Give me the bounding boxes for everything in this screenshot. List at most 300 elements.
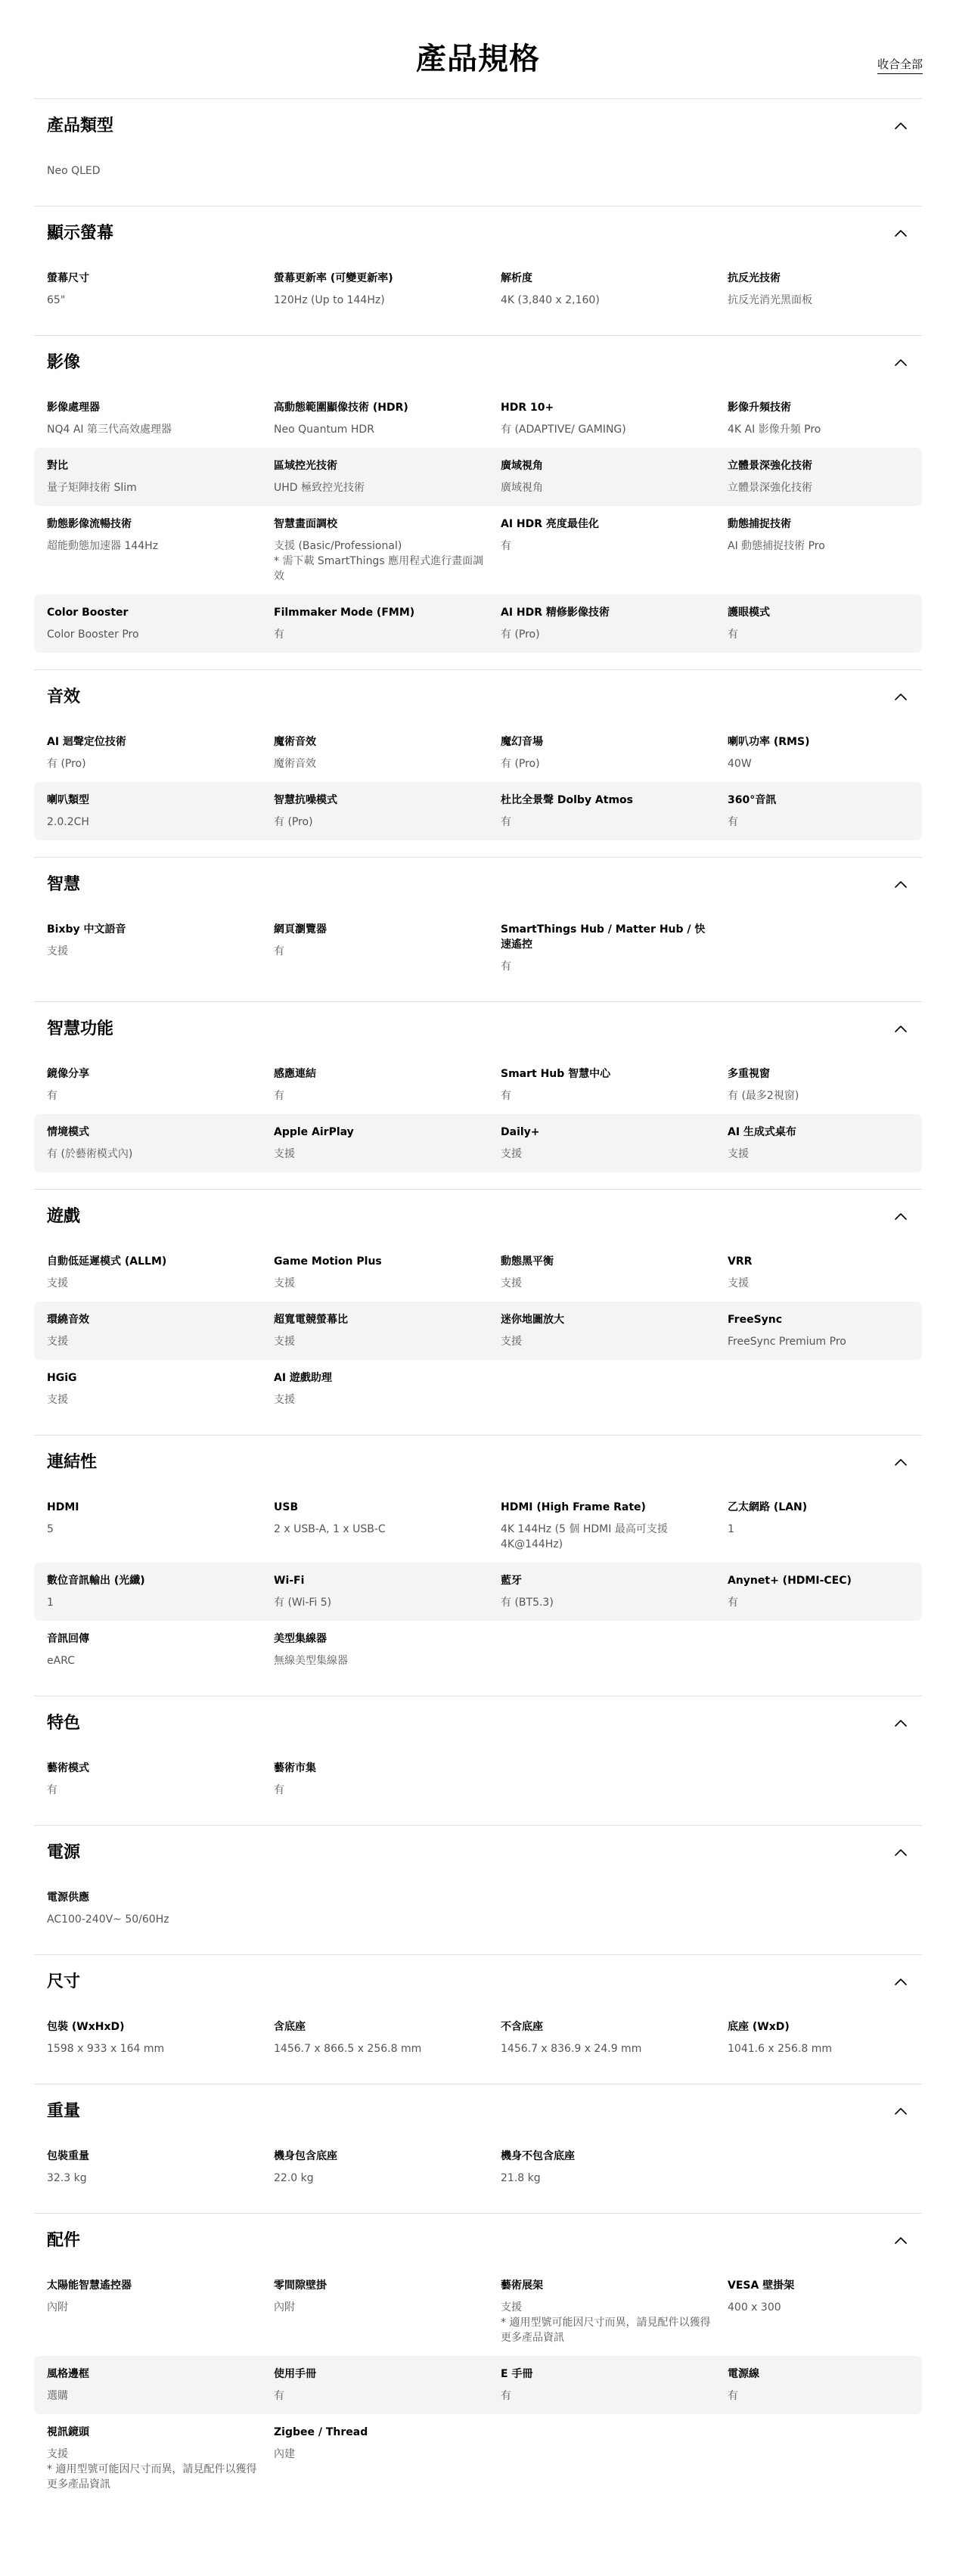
spec-section xyxy=(34,98,922,206)
spec-value: 2 x USB-A, 1 x USB-C xyxy=(274,1523,386,1535)
spec-row xyxy=(34,260,922,318)
spec-item xyxy=(47,271,274,308)
spec-label: Wi-Fi xyxy=(274,1575,305,1587)
spec-row xyxy=(34,448,922,506)
spec-value: 40W xyxy=(728,758,752,770)
spec-value: 120Hz (Up to 144Hz) xyxy=(274,294,385,306)
spec-label: 動態黑平衡 xyxy=(501,1255,554,1268)
spec-value: 超能動態加速器 144Hz xyxy=(47,540,159,552)
spec-value: 支援 xyxy=(501,1148,522,1160)
spec-item xyxy=(728,734,924,771)
spec-item xyxy=(501,605,728,642)
spec-value: 1456.7 x 866.5 x 256.8 mm xyxy=(274,2043,422,2055)
spec-item xyxy=(501,400,728,437)
spec-value: 1 xyxy=(47,1597,54,1609)
spec-label: USB xyxy=(274,1501,299,1513)
spec-value: 有 xyxy=(501,1090,511,1102)
chevron-up-icon[interactable] xyxy=(893,1975,908,1990)
spec-item xyxy=(728,2278,924,2345)
chevron-up-icon[interactable] xyxy=(893,877,908,892)
spec-item xyxy=(47,793,274,830)
spec-item xyxy=(501,1125,728,1162)
spec-section xyxy=(34,669,922,857)
spec-value: Neo QLED xyxy=(47,165,101,177)
spec-label: 護眼模式 xyxy=(728,607,770,619)
spec-item xyxy=(47,2367,274,2404)
spec-item xyxy=(728,2367,924,2404)
chevron-up-icon-glyph xyxy=(893,1716,908,1731)
chevron-up-icon[interactable] xyxy=(893,2104,908,2119)
spec-value: 有 xyxy=(274,628,284,641)
spec-row xyxy=(34,2267,922,2356)
spec-value: Neo Quantum HDR xyxy=(274,424,374,436)
spec-label: Daily+ xyxy=(501,1126,540,1138)
spec-label: 含底座 xyxy=(274,2021,306,2033)
spec-row xyxy=(34,2414,922,2503)
spec-value: 抗反光消光黑面板 xyxy=(728,294,812,306)
spec-item xyxy=(274,1125,501,1162)
spec-label: 藝術模式 xyxy=(47,1762,89,1774)
spec-label: AI 生成式桌布 xyxy=(728,1126,796,1138)
spec-label: AI HDR 精修影像技術 xyxy=(501,607,610,619)
section-title: 智慧 xyxy=(47,875,81,894)
section-title: 遊戲 xyxy=(47,1207,81,1226)
spec-label: 對比 xyxy=(47,460,68,472)
spec-value: 1456.7 x 836.9 x 24.9 mm xyxy=(501,2043,642,2055)
spec-item xyxy=(728,1125,924,1162)
spec-value: 支援 * 適用型號可能因尺寸而異，請見配件以獲得更多產品資訊 xyxy=(47,2448,257,2491)
spec-label: AI 遊戲助理 xyxy=(274,1372,332,1384)
spec-label: 機身包含底座 xyxy=(274,2150,337,2162)
spec-value: 內建 xyxy=(274,2448,295,2460)
chevron-up-icon-glyph xyxy=(893,2233,908,2249)
spec-label: 螢幕尺寸 xyxy=(47,272,89,284)
spec-item xyxy=(274,922,501,974)
chevron-up-icon[interactable] xyxy=(893,1022,908,1037)
spec-value: 有 (Wi-Fi 5) xyxy=(274,1597,332,1609)
spec-row xyxy=(34,1056,922,1114)
spec-label: 藝術市集 xyxy=(274,1762,316,1774)
section-title: 配件 xyxy=(47,2231,81,2250)
page-header xyxy=(0,0,956,98)
spec-section xyxy=(34,2213,922,2519)
chevron-up-icon[interactable] xyxy=(893,355,908,371)
spec-row xyxy=(34,1114,922,1172)
spec-item xyxy=(47,163,274,178)
spec-item xyxy=(501,922,728,974)
spec-row xyxy=(34,1750,922,1808)
spec-item xyxy=(47,1066,274,1103)
section-header[interactable] xyxy=(34,207,922,260)
spec-label: HDMI (High Frame Rate) xyxy=(501,1501,646,1513)
spec-label: Filmmaker Mode (FMM) xyxy=(274,607,415,619)
chevron-up-icon-glyph xyxy=(893,877,908,892)
spec-item xyxy=(47,1312,274,1349)
spec-label: 迷你地圖放大 xyxy=(501,1314,564,1326)
spec-label: 魔幻音場 xyxy=(501,736,543,748)
chevron-up-icon-glyph xyxy=(893,119,908,134)
spec-label: 解析度 xyxy=(501,272,532,284)
spec-row xyxy=(34,1489,922,1563)
spec-value: 支援 xyxy=(47,945,68,957)
spec-label: 太陽能智慧遙控器 xyxy=(47,2280,132,2292)
spec-value: 選購 xyxy=(47,2390,68,2402)
section-title: 電源 xyxy=(47,1843,81,1862)
spec-item xyxy=(501,1500,728,1552)
spec-label: Zigbee / Thread xyxy=(274,2426,368,2438)
spec-value: 立體景深強化技術 xyxy=(728,482,812,494)
spec-row xyxy=(34,2356,922,2414)
spec-value: 廣域視角 xyxy=(501,482,543,494)
spec-item xyxy=(501,734,728,771)
spec-label: 多重視窗 xyxy=(728,1068,770,1080)
section-title: 影像 xyxy=(47,353,81,372)
spec-item xyxy=(274,734,501,771)
chevron-up-icon-glyph xyxy=(893,1209,908,1224)
chevron-up-icon-glyph xyxy=(893,355,908,371)
spec-value: FreeSync Premium Pro xyxy=(728,1336,846,1348)
spec-value: 4K 144Hz (5 個 HDMI 最高可支援 4K@144Hz) xyxy=(501,1523,668,1550)
spec-value: 支援 (Basic/Professional) * 需下載 SmartThings 應用程式進行畫面調效 xyxy=(274,540,484,582)
spec-label: 機身不包含底座 xyxy=(501,2150,575,2162)
spec-section xyxy=(34,1825,922,1954)
spec-label: 電源供應 xyxy=(47,1892,89,1904)
section-header[interactable] xyxy=(34,2085,922,2138)
spec-label: 高動態範圍顯像技術 (HDR) xyxy=(274,402,408,414)
spec-row xyxy=(34,594,922,653)
spec-item xyxy=(274,2367,501,2404)
spec-value: 有 xyxy=(501,816,511,828)
spec-item xyxy=(274,271,501,308)
spec-label: 影像處理器 xyxy=(47,402,100,414)
spec-section xyxy=(34,1189,922,1435)
spec-item xyxy=(501,2367,728,2404)
spec-label: 風格邊框 xyxy=(47,2368,89,2380)
chevron-up-icon[interactable] xyxy=(893,1845,908,1861)
chevron-up-icon-glyph xyxy=(893,1845,908,1861)
spec-row xyxy=(34,390,922,448)
spec-label: 藍牙 xyxy=(501,1575,522,1587)
spec-item xyxy=(274,1370,501,1407)
spec-item xyxy=(47,605,274,642)
section-title: 智慧功能 xyxy=(47,1020,114,1038)
spec-row xyxy=(34,724,922,782)
spec-label: Anynet+ (HDMI-CEC) xyxy=(728,1575,852,1587)
section-title: 重量 xyxy=(47,2102,81,2121)
spec-item xyxy=(274,2278,501,2345)
spec-value: 魔術音效 xyxy=(274,758,316,770)
spec-label: 包裝重量 xyxy=(47,2150,89,2162)
spec-value: 支援 * 適用型號可能因尺寸而異，請見配件以獲得更多產品資訊 xyxy=(501,2301,711,2344)
spec-value: 內附 xyxy=(47,2301,68,2314)
spec-item xyxy=(274,2425,501,2492)
spec-label: 音訊回傳 xyxy=(47,1633,89,1645)
chevron-up-icon[interactable] xyxy=(893,119,908,134)
spec-value: 有 (Pro) xyxy=(501,758,540,770)
spec-label: 影像升頻技術 xyxy=(728,402,791,414)
spec-label: Smart Hub 智慧中心 xyxy=(501,1068,611,1080)
spec-label: Game Motion Plus xyxy=(274,1255,382,1268)
spec-value: 有 xyxy=(501,540,511,552)
spec-row xyxy=(34,1243,922,1302)
spec-value: 量子矩陣技術 Slim xyxy=(47,482,137,494)
section-header[interactable] xyxy=(34,1436,922,1489)
spec-item xyxy=(47,1761,274,1798)
spec-value: 有 xyxy=(274,2390,284,2402)
spec-item xyxy=(728,1066,924,1103)
spec-row xyxy=(34,782,922,840)
spec-value: 5 xyxy=(47,1523,54,1535)
spec-label: 自動低延遲模式 (ALLM) xyxy=(47,1255,167,1268)
spec-value: 65" xyxy=(47,294,66,306)
spec-sections xyxy=(0,98,956,2519)
spec-label: 乙太網路 (LAN) xyxy=(728,1501,808,1513)
spec-label: HGiG xyxy=(47,1372,77,1384)
spec-label: 廣域視角 xyxy=(501,460,543,472)
spec-value: 2.0.2CH xyxy=(47,816,89,828)
spec-item xyxy=(47,1254,274,1291)
spec-item xyxy=(501,1254,728,1291)
spec-item xyxy=(47,1573,274,1610)
spec-value: 支援 xyxy=(501,1277,522,1290)
spec-item xyxy=(47,1890,274,1927)
spec-section xyxy=(34,206,922,335)
chevron-up-icon-glyph xyxy=(893,1022,908,1037)
spec-section xyxy=(34,1001,922,1189)
spec-value: 無線美型集線器 xyxy=(274,1655,348,1667)
spec-label: 視訊鏡頭 xyxy=(47,2426,89,2438)
spec-value: 有 xyxy=(501,2390,511,2402)
spec-item xyxy=(274,1312,501,1349)
spec-item xyxy=(274,1573,501,1610)
spec-row xyxy=(34,1302,922,1360)
spec-label: AI HDR 亮度最佳化 xyxy=(501,518,599,530)
spec-label: 立體景深強化技術 xyxy=(728,460,812,472)
chevron-up-icon[interactable] xyxy=(893,226,908,241)
spec-label: 魔術音效 xyxy=(274,736,316,748)
spec-label: HDR 10+ xyxy=(501,402,554,414)
spec-value: AI 動態捕捉技術 Pro xyxy=(728,540,825,552)
spec-label: 抗反光技術 xyxy=(728,272,781,284)
spec-section xyxy=(34,2084,922,2213)
spec-row xyxy=(34,506,922,594)
spec-row xyxy=(34,1563,922,1621)
section-title: 顯示螢幕 xyxy=(47,224,114,243)
spec-item xyxy=(47,400,274,437)
spec-label: 零間隙壁掛 xyxy=(274,2280,327,2292)
chevron-up-icon[interactable] xyxy=(893,1209,908,1224)
spec-value: 支援 xyxy=(47,1394,68,1406)
spec-value: 有 (於藝術模式內) xyxy=(47,1148,133,1160)
page-title: 產品規格 xyxy=(416,42,540,76)
spec-item xyxy=(47,1500,274,1552)
spec-value: 有 (Pro) xyxy=(274,816,313,828)
spec-row xyxy=(34,2009,922,2067)
section-title: 特色 xyxy=(47,1714,81,1733)
spec-label: 鏡像分享 xyxy=(47,1068,89,1080)
spec-value: eARC xyxy=(47,1655,75,1667)
spec-label: 網頁瀏覽器 xyxy=(274,923,327,936)
spec-value: AC100-240V~ 50/60Hz xyxy=(47,1913,169,1926)
spec-value: 支援 xyxy=(501,1336,522,1348)
spec-value: 有 (Pro) xyxy=(47,758,86,770)
section-header[interactable] xyxy=(34,337,922,390)
spec-label: VESA 壁掛架 xyxy=(728,2280,795,2292)
spec-value: NQ4 AI 第三代高效處理器 xyxy=(47,424,172,436)
spec-item xyxy=(501,793,728,830)
spec-item xyxy=(47,2149,274,2186)
spec-value: 有 xyxy=(47,1090,57,1102)
spec-value: 有 xyxy=(47,1784,57,1796)
spec-item xyxy=(47,1631,274,1668)
spec-section xyxy=(34,1696,922,1825)
spec-value: 4K AI 影像升頻 Pro xyxy=(728,424,821,436)
spec-item xyxy=(728,400,924,437)
spec-item xyxy=(274,605,501,642)
spec-value: 有 xyxy=(728,1597,738,1609)
chevron-up-icon[interactable] xyxy=(893,1716,908,1731)
spec-value: 有 (ADAPTIVE/ GAMING) xyxy=(501,424,626,436)
spec-item xyxy=(501,1312,728,1349)
spec-value: 21.8 kg xyxy=(501,2172,541,2184)
spec-section xyxy=(34,1435,922,1696)
spec-item xyxy=(274,2019,501,2056)
spec-value: 有 xyxy=(274,1784,284,1796)
spec-value: 有 (BT5.3) xyxy=(501,1597,554,1609)
chevron-up-icon[interactable] xyxy=(893,2233,908,2249)
spec-item xyxy=(501,2149,728,2186)
spec-value: 有 xyxy=(728,2390,738,2402)
section-header[interactable] xyxy=(34,671,922,724)
spec-item xyxy=(728,2019,924,2056)
section-header[interactable] xyxy=(34,1190,922,1243)
spec-label: 杜比全景聲 Dolby Atmos xyxy=(501,794,633,806)
spec-value: 支援 xyxy=(728,1277,749,1290)
chevron-up-icon-glyph xyxy=(893,1455,908,1470)
spec-value: 支援 xyxy=(47,1336,68,1348)
spec-label: 動態捕捉技術 xyxy=(728,518,791,530)
spec-label: 智慧畫面調校 xyxy=(274,518,337,530)
chevron-up-icon-glyph xyxy=(893,226,908,241)
spec-label: 美型集線器 xyxy=(274,1633,327,1645)
spec-value: 1598 x 933 x 164 mm xyxy=(47,2043,165,2055)
spec-value: 22.0 kg xyxy=(274,2172,314,2184)
spec-label: 底座 (WxD) xyxy=(728,2021,790,2033)
spec-row xyxy=(34,1879,922,1938)
section-header[interactable] xyxy=(34,1826,922,1879)
spec-item xyxy=(47,458,274,495)
spec-item xyxy=(47,1125,274,1162)
spec-row xyxy=(34,911,922,985)
spec-label: 區域控光技術 xyxy=(274,460,337,472)
chevron-up-icon-glyph xyxy=(893,1975,908,1990)
spec-item xyxy=(274,517,501,584)
spec-item xyxy=(274,1500,501,1552)
spec-label: Color Booster xyxy=(47,607,129,619)
spec-item xyxy=(501,2278,728,2345)
spec-row xyxy=(34,1360,922,1418)
spec-item xyxy=(274,2149,501,2186)
spec-item xyxy=(728,1573,924,1610)
spec-row xyxy=(34,1621,922,1679)
spec-section xyxy=(34,335,922,669)
spec-value: Color Booster Pro xyxy=(47,628,139,641)
spec-label: 感應連結 xyxy=(274,1068,316,1080)
spec-item xyxy=(274,1761,501,1798)
chevron-up-icon-glyph xyxy=(893,2104,908,2119)
spec-value: 支援 xyxy=(274,1394,295,1406)
spec-label: 情境模式 xyxy=(47,1126,89,1138)
spec-label: 智慧抗噪模式 xyxy=(274,794,337,806)
spec-label: 動態影像流暢技術 xyxy=(47,518,132,530)
spec-label: Apple AirPlay xyxy=(274,1126,354,1138)
spec-section xyxy=(34,1954,922,2084)
chevron-up-icon[interactable] xyxy=(893,690,908,705)
section-header[interactable] xyxy=(34,1003,922,1056)
spec-item xyxy=(47,734,274,771)
spec-item xyxy=(728,1500,924,1552)
spec-value: UHD 極致控光技術 xyxy=(274,482,365,494)
spec-label: FreeSync xyxy=(728,1314,783,1326)
section-header[interactable] xyxy=(34,858,922,911)
spec-value: 支援 xyxy=(728,1148,749,1160)
spec-row xyxy=(34,153,922,189)
spec-value: 支援 xyxy=(47,1277,68,1290)
spec-value: 有 (最多2視窗) xyxy=(728,1090,799,1102)
section-header[interactable] xyxy=(34,100,922,153)
chevron-up-icon[interactable] xyxy=(893,1455,908,1470)
spec-value: 支援 xyxy=(274,1277,295,1290)
spec-item xyxy=(501,1066,728,1103)
spec-item xyxy=(47,1370,274,1407)
section-title: 產品類型 xyxy=(47,116,114,135)
spec-item xyxy=(501,2019,728,2056)
spec-label: 360°音訊 xyxy=(728,794,777,806)
section-title: 連結性 xyxy=(47,1453,98,1472)
section-title: 尺寸 xyxy=(47,1972,81,1991)
spec-value: 支援 xyxy=(274,1148,295,1160)
spec-label: 數位音訊輸出 (光纖) xyxy=(47,1575,145,1587)
spec-value: 32.3 kg xyxy=(47,2172,87,2184)
spec-item xyxy=(47,2425,274,2492)
spec-item xyxy=(728,793,924,830)
spec-value: 有 xyxy=(501,961,511,973)
spec-value: 有 xyxy=(274,945,284,957)
spec-label: 電源線 xyxy=(728,2368,759,2380)
spec-item xyxy=(274,400,501,437)
spec-item xyxy=(274,793,501,830)
section-header[interactable] xyxy=(34,1956,922,2009)
spec-item xyxy=(728,271,924,308)
collapse-all-link[interactable]: 收合全部 xyxy=(877,57,923,74)
spec-item xyxy=(47,2019,274,2056)
spec-label: 使用手冊 xyxy=(274,2368,316,2380)
spec-item xyxy=(728,517,924,584)
spec-item xyxy=(501,458,728,495)
section-header[interactable] xyxy=(34,1697,922,1750)
spec-label: AI 迴聲定位技術 xyxy=(47,736,126,748)
spec-item xyxy=(47,922,274,974)
spec-item xyxy=(728,1254,924,1291)
spec-value: 內附 xyxy=(274,2301,295,2314)
spec-value: 有 xyxy=(728,816,738,828)
spec-label: SmartThings Hub / Matter Hub / 快速遙控 xyxy=(501,923,706,951)
section-header[interactable] xyxy=(34,2214,922,2267)
spec-item xyxy=(274,458,501,495)
spec-item xyxy=(47,517,274,584)
spec-label: 包裝 (WxHxD) xyxy=(47,2021,125,2033)
spec-value: 1041.6 x 256.8 mm xyxy=(728,2043,832,2055)
